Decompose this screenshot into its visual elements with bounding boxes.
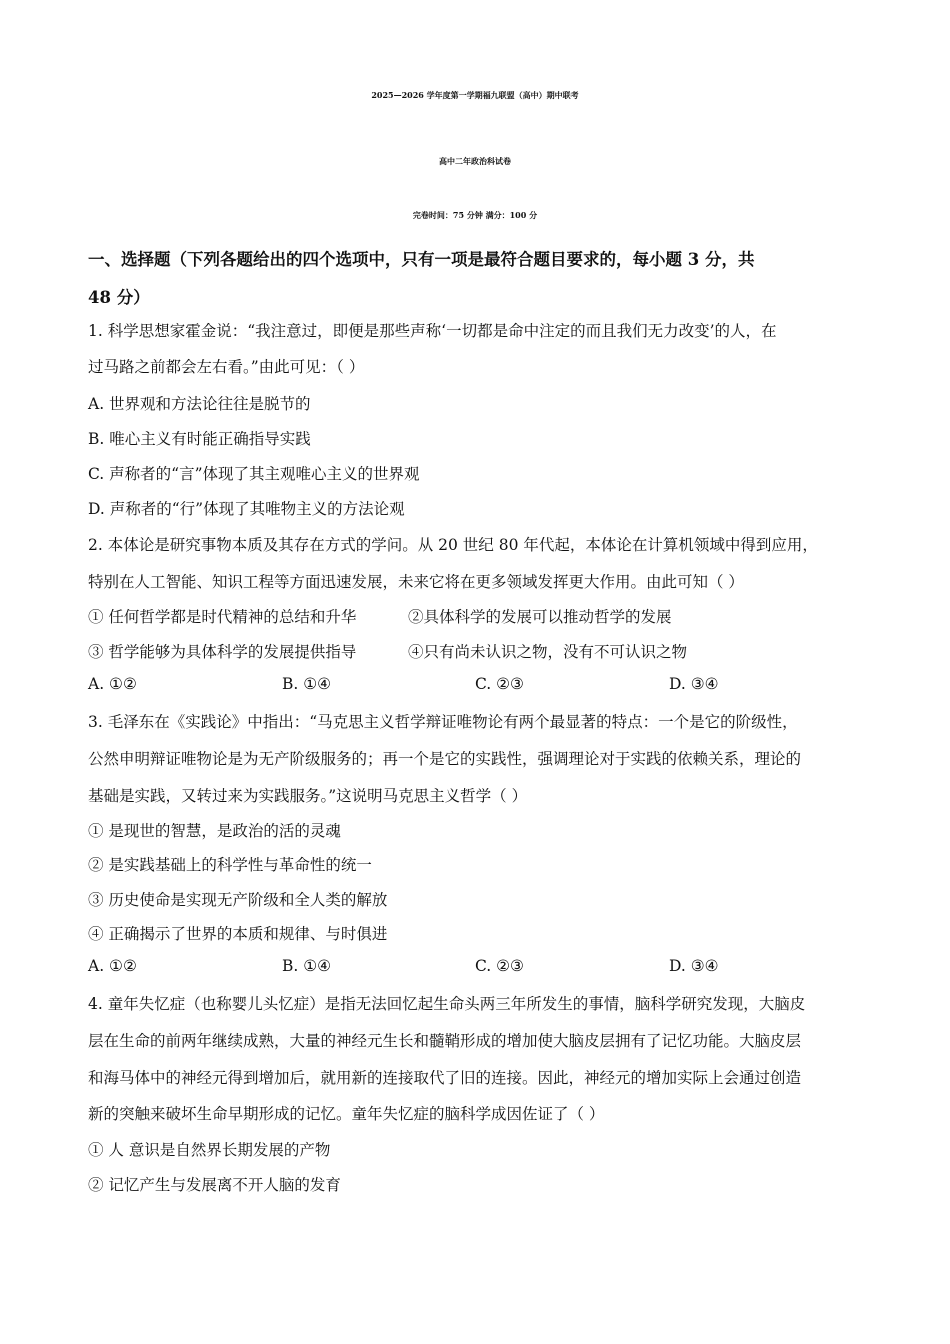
q2-option-a: A. ①② [88, 675, 137, 693]
q1-stem-line2: 过马路之前都会左右看。”由此可见：（ ） [88, 358, 365, 376]
q3-option-b: B. ①④ [282, 957, 332, 975]
q2-stem-line1: 2. 本体论是研究事物本质及其存在方式的学问。从 20 世纪 80 年代起，本体论在计算机领域中得到应用， [88, 536, 818, 554]
q3-statement-1: ① 是现世的智慧，是政治的活的灵魂 [88, 822, 341, 840]
q1-option-a: A. 世界观和方法论往往是脱节的 [88, 395, 311, 413]
q1-stem-line1: 1. 科学思想家霍金说：“我注意过，即便是那些声称‘一切都是命中注定的而且我们无力改变’的人，在 [88, 322, 777, 340]
q4-stem-line4: 新的突触来破坏生命早期形成的记忆。童年失忆症的脑科学成因佐证了（ ） [88, 1105, 605, 1123]
exam-subtitle: 高中二年政治科试卷 [439, 156, 511, 166]
q3-stem-line2: 公然申明辩证唯物论是为无产阶级服务的；再一个是它的实践性，强调理论对于实践的依赖关系，理论的 [88, 750, 802, 768]
q2-option-b: B. ①④ [282, 675, 332, 693]
q3-statement-3: ③ 历史使命是实现无产阶级和全人类的解放 [88, 891, 388, 909]
q1-option-c: C. 声称者的“言”体现了其主观唯心主义的世界观 [88, 465, 420, 483]
q2-statement-3: ③ 哲学能够为具体科学的发展提供指导 [88, 643, 357, 661]
q3-statement-4: ④ 正确揭示了世界的本质和规律、与时俱进 [88, 925, 388, 943]
q2-statement-1: ① 任何哲学都是时代精神的总结和升华 [88, 608, 357, 626]
q3-option-a: A. ①② [88, 957, 137, 975]
q1-option-d: D. 声称者的“行”体现了其唯物主义的方法论观 [88, 500, 405, 518]
q4-statement-2: ② 记忆产生与发展离不开人脑的发育 [88, 1176, 341, 1194]
q4-stem-line2: 层在生命的前两年继续成熟，大量的神经元生长和髓鞘形成的增加使大脑皮层拥有了记忆功能。大脑皮层 [88, 1032, 802, 1050]
q2-statement-4: ④只有尚未认识之物，没有不可认识之物 [408, 643, 688, 661]
q3-option-d: D. ③④ [669, 957, 719, 975]
q4-statement-1: ① 人 意识是自然界长期发展的产物 [88, 1141, 331, 1159]
q3-statement-2: ② 是实践基础上的科学性与革命性的统一 [88, 856, 372, 874]
q3-stem-line3: 基础是实践，又转过来为实践服务。”这说明马克思主义哲学（ ） [88, 787, 528, 805]
section-heading: 一、选择题（下列各题给出的四个选项中，只有一项是最符合题目要求的，每小题 3 分，共 [88, 250, 755, 269]
exam-title: 2025—2026 学年度第一学期福九联盟（高中）期中联考 [371, 90, 579, 100]
q2-statement-2: ②具体科学的发展可以推动哲学的发展 [408, 608, 672, 626]
q1-option-b: B. 唯心主义有时能正确指导实践 [88, 430, 311, 448]
exam-info: 完卷时间：75 分钟 满分：100 分 [412, 210, 538, 220]
q2-stem-line2: 特别在人工智能、知识工程等方面迅速发展，未来它将在更多领域发挥更大作用。由此可知（ ） [88, 573, 744, 591]
q4-stem-line1: 4. 童年失忆症（也称婴儿头忆症）是指无法回忆起生命头两三年所发生的事情，脑科学研究发现，大脑皮 [88, 995, 806, 1013]
q3-stem-line1: 3. 毛泽东在《实践论》中指出：“马克思主义哲学辩证唯物论有两个最显著的特点：一个是它的阶级性， [88, 713, 798, 731]
q2-option-c: C. ②③ [475, 675, 524, 693]
q3-option-c: C. ②③ [475, 957, 524, 975]
q4-stem-line3: 和海马体中的神经元得到增加后，就用新的连接取代了旧的连接。因此，神经元的增加实际上会通过创造 [88, 1069, 802, 1087]
section-heading-continued: 48 分） [88, 288, 150, 307]
q2-option-d: D. ③④ [669, 675, 719, 693]
